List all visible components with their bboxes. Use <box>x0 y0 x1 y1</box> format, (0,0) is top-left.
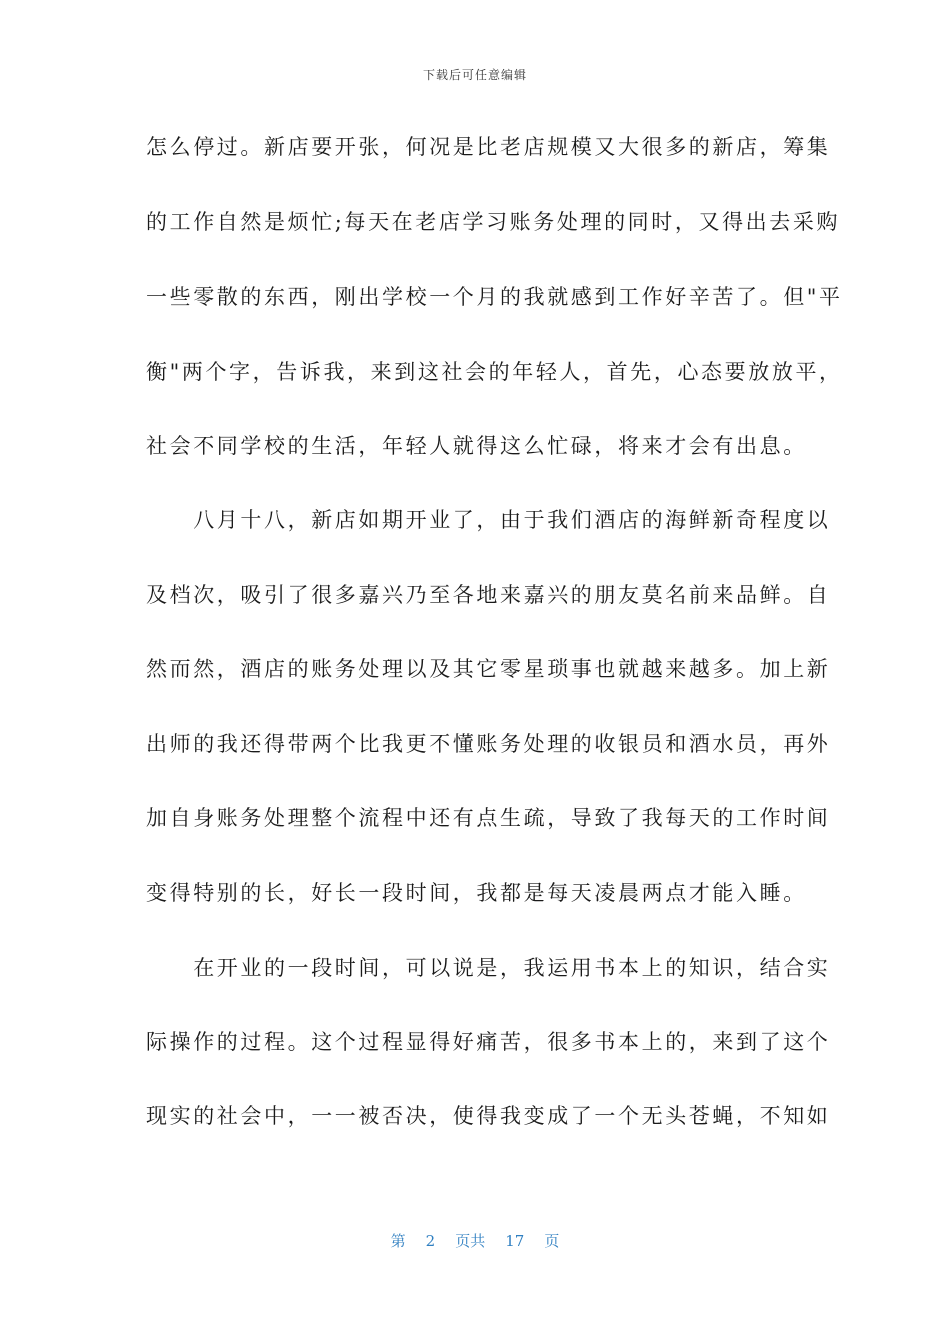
footer-total-suffix: 页 <box>544 1232 560 1250</box>
text-line: 变得特别的长，好长一段时间，我都是每天凌晨两点才能入睡。 <box>146 881 807 905</box>
text-line: 出师的我还得带两个比我更不懂账务处理的收银员和酒水员，再外 <box>146 732 831 756</box>
footer-total-pages: 17 <box>505 1232 525 1250</box>
text-line: 衡"两个字，告诉我，来到这社会的年轻人，首先，心态要放放平， <box>146 360 843 384</box>
text-line: 现实的社会中，一一被否决，使得我变成了一个无头苍蝇，不知如 <box>146 1104 831 1128</box>
page-footer <box>0 1230 950 1251</box>
page-header-note: 下载后可任意编辑 <box>422 68 527 82</box>
text-line: 然而然，酒店的账务处理以及其它零星琐事也就越来越多。加上新 <box>146 657 831 681</box>
footer-page-number: 2 <box>425 1232 436 1250</box>
text-line: 一些零散的东西，刚出学校一个月的我就感到工作好辛苦了。但"平 <box>146 285 843 309</box>
text-line: 怎么停过。新店要开张，何况是比老店规模又大很多的新店，筹集 <box>146 135 831 159</box>
text-line: 八月十八，新店如期开业了，由于我们酒店的海鲜新奇程度以 <box>146 508 831 532</box>
text-line: 际操作的过程。这个过程显得好痛苦，很多书本上的，来到了这个 <box>146 1030 831 1054</box>
text-line: 及档次，吸引了很多嘉兴乃至各地来嘉兴的朋友莫名前来品鲜。自 <box>146 583 831 607</box>
footer-page-suffix: 页共 <box>455 1232 486 1250</box>
text-line: 加自身账务处理整个流程中还有点生疏，导致了我每天的工作时间 <box>146 806 831 830</box>
footer-page-label: 第 <box>390 1232 406 1250</box>
text-line: 在开业的一段时间，可以说是，我运用书本上的知识，结合实 <box>146 956 831 980</box>
text-line: 的工作自然是烦忙;每天在老店学习账务处理的同时，又得出去采购 <box>146 210 841 234</box>
text-line: 社会不同学校的生活，年轻人就得这么忙碌，将来才会有出息。 <box>146 434 807 458</box>
